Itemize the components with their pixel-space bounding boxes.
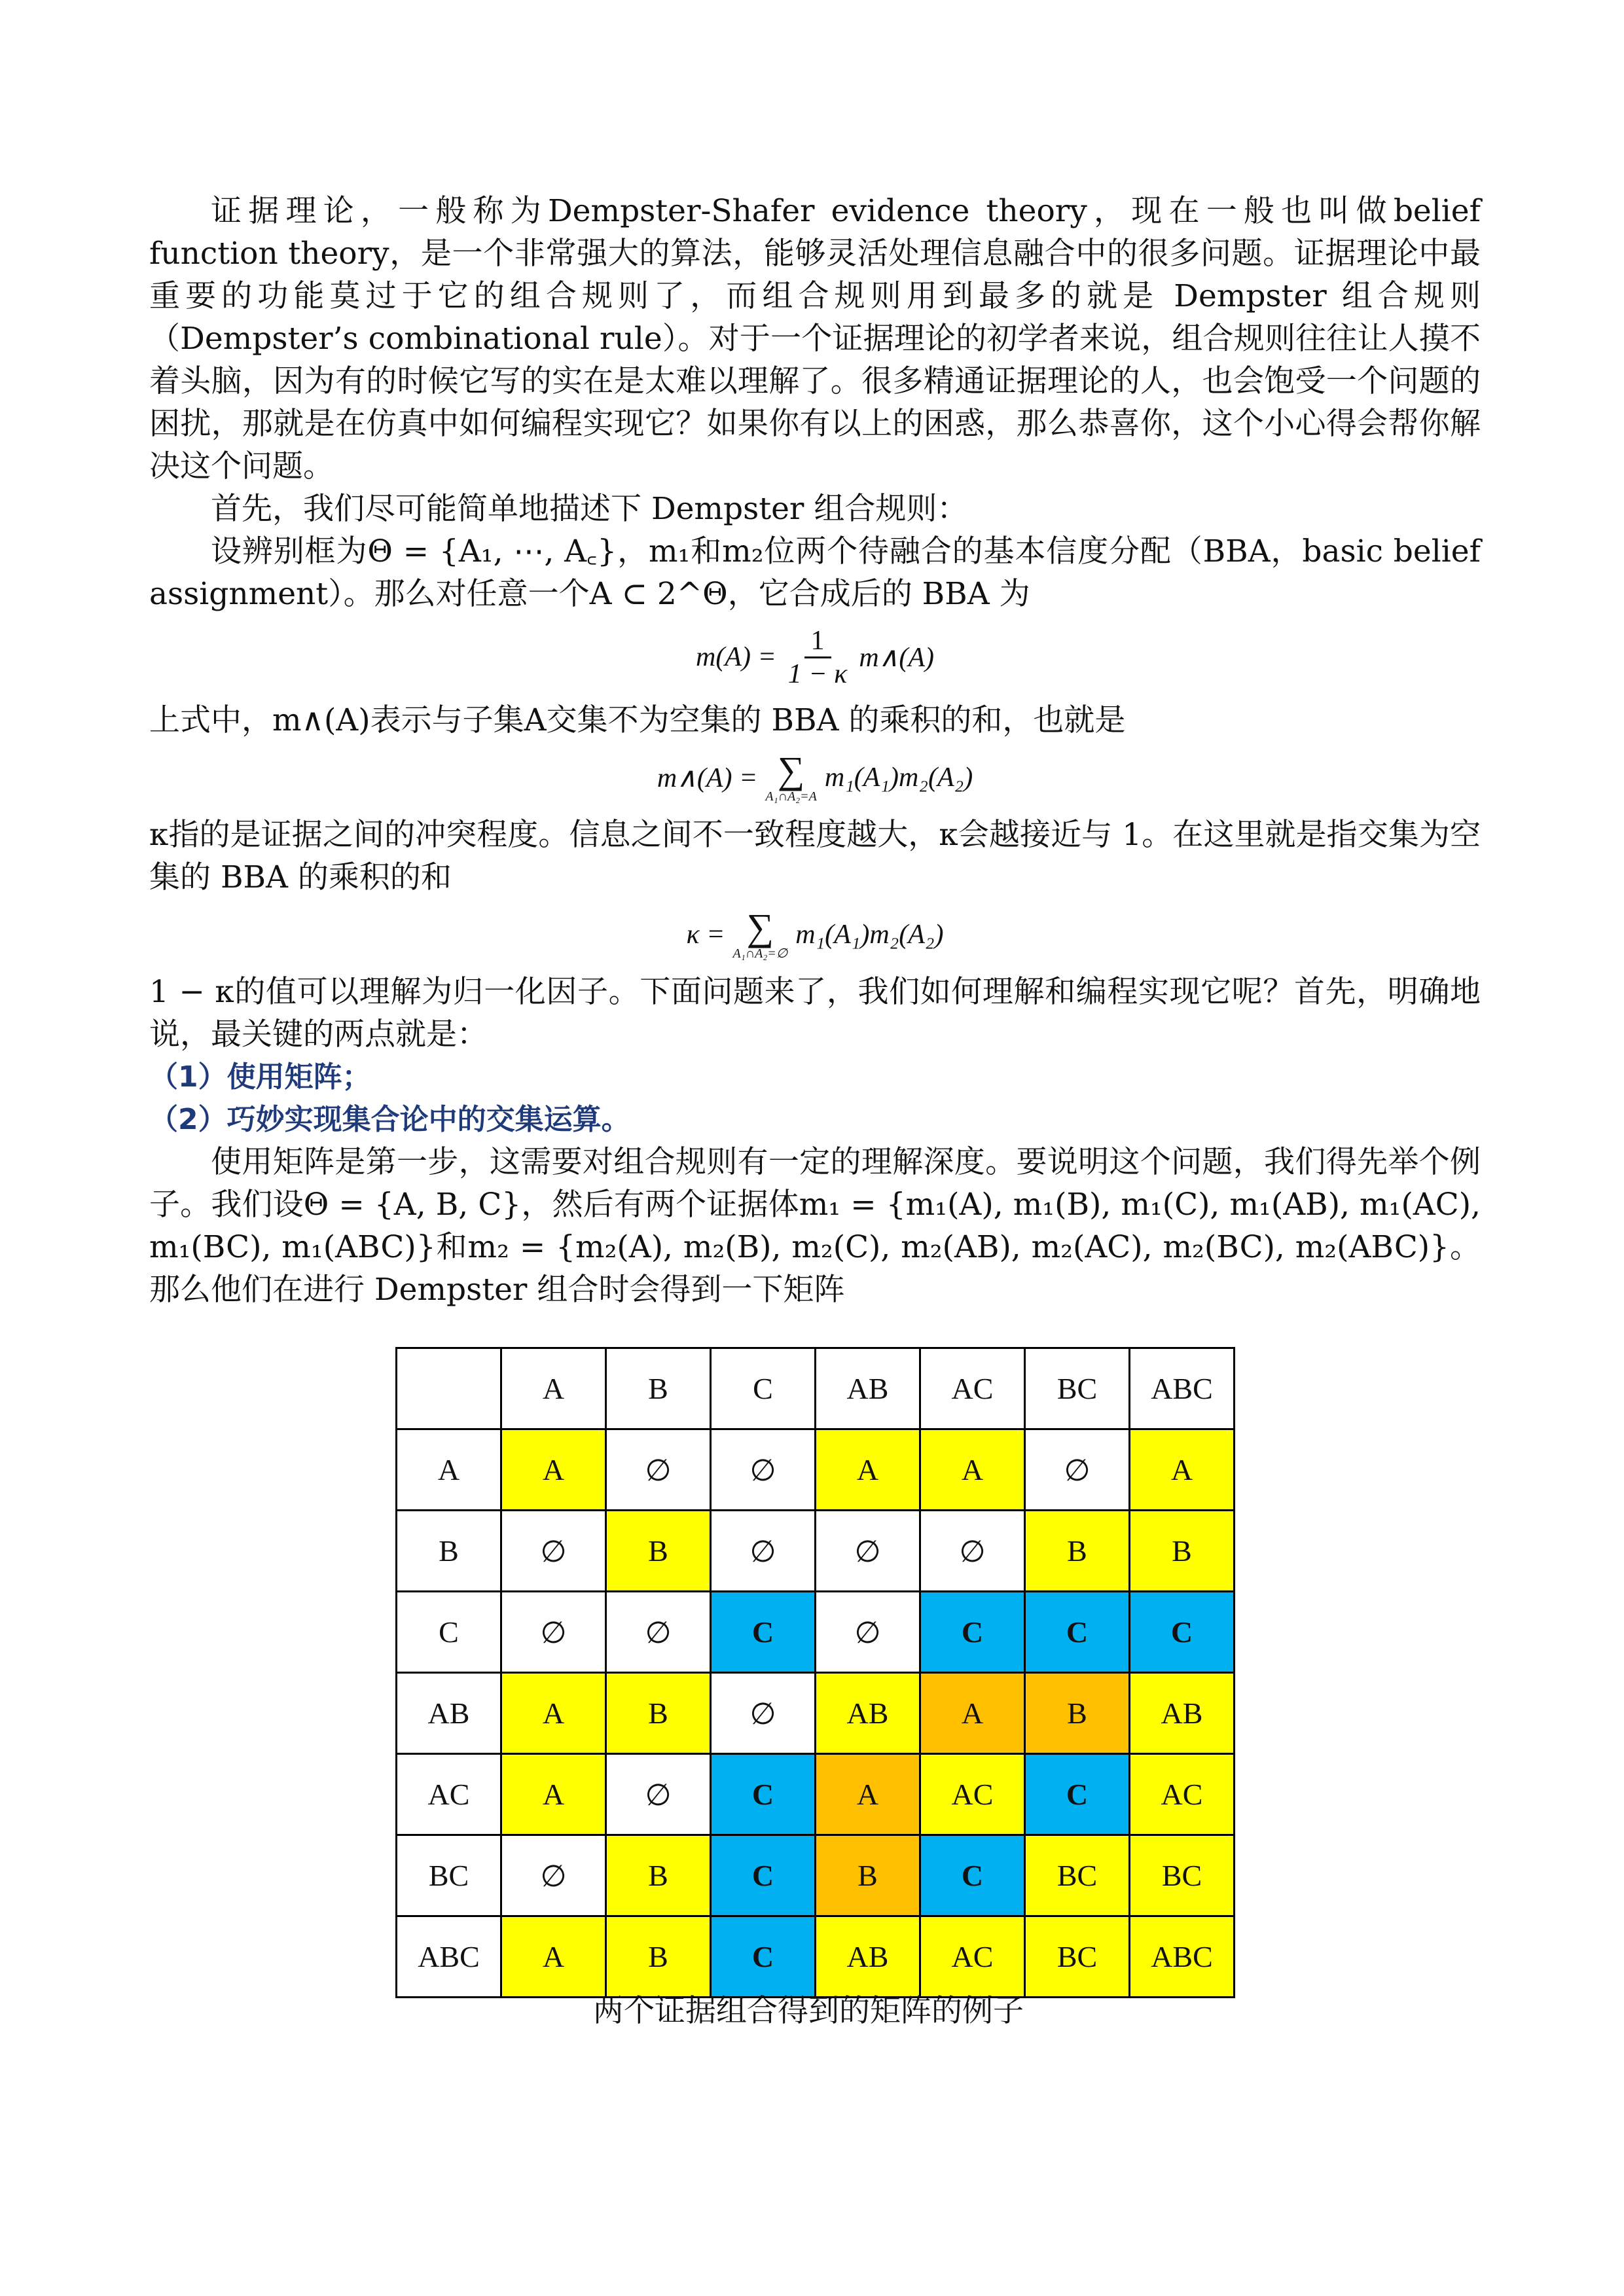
table-header-row [397,1348,1235,1429]
sigma-symbol: ∑ [746,906,774,948]
table-cell: C [711,1754,816,1835]
table-cell: ∅ [501,1511,606,1592]
sum-subscript: A₁∩A₂=A [765,789,817,804]
table-cell: B [606,1835,711,1916]
table-row [397,1835,1235,1916]
table-row [397,1429,1235,1511]
table-cell: A [501,1916,606,1998]
paragraph-intro: 证据理论，一般称为Dempster-Shafer evidence theory，现在一般也叫做belief function theory，是一个非常强大的算法，能够灵活处理信息融合中的很多问题。证据理论中最重要的功能莫过于它的组合规则了，而组合规则用到最多的就是 Dempster 组合规则（Dempster’s combinational rule）。对于一个证据理论的初学者来说，组合规则往往让人摸不着头脑，因为有的时候它写的实在是太难以理解了。很多精通证据理论的人，也会饱受一个问题的困扰，那就是在仿真中如何编程实现它？如果你有以上的困惑，那么恭喜你，这个小心得会帮你解决这个问题。 [149,193,1481,484]
table-cell: A [1130,1429,1235,1511]
table-cell: BC [1025,1916,1130,1998]
column-header: C [711,1348,816,1429]
formula-rhs: m₁(A₁)m₂(A₂) [824,762,973,793]
paragraph-conflict: κ指的是证据之间的冲突程度。信息之间不一致程度越大，κ会越接近与 1。在这里就是指交集为空集的 BBA 的乘积的和 [149,817,1481,895]
table-cell: C [1130,1592,1235,1673]
table-cell: A [920,1673,1025,1754]
formula-conjunctive [149,742,1481,814]
table-cell: B [606,1916,711,1998]
table-cell: ∅ [711,1429,816,1511]
combination-matrix [395,1347,1235,1998]
formula-conflict [149,899,1481,971]
table-row [397,1511,1235,1592]
table-cell: AC [920,1916,1025,1998]
table-cell: A [501,1754,606,1835]
fraction [784,625,852,690]
table-cell: B [816,1835,920,1916]
table-cell: BC [1025,1835,1130,1916]
table-cell: C [711,1592,816,1673]
fraction-numerator: 1 [804,625,831,658]
table-cell: ∅ [920,1511,1025,1592]
row-header: B [397,1511,501,1592]
table-cell: ∅ [606,1592,711,1673]
row-header: BC [397,1835,501,1916]
paragraph-frame: 设辨别框为Θ = {A₁, ⋯, A꜀}，m₁和m₂位两个待融合的基本信度分配（BBA，basic belief assignment）。那么对任意一个A ⊂ 2^Θ，它合成后的 BBA 为 [149,533,1481,612]
row-header: AB [397,1673,501,1754]
body-text [149,190,1481,1311]
table-row [397,1592,1235,1673]
heading-intersection: （2）巧妙实现集合论中的交集运算。 [149,1103,630,1136]
table-row [397,1916,1235,1998]
formula-lhs: m∧(A) = [657,763,758,793]
sum-subscript: A₁∩A₂=∅ [732,946,788,961]
table-cell: ∅ [606,1429,711,1511]
column-header: A [501,1348,606,1429]
table-cell: AB [816,1916,920,1998]
summation [732,908,787,961]
table-cell: AB [816,1673,920,1754]
table-cell: A [816,1754,920,1835]
sigma-symbol: ∑ [777,749,805,791]
summation [765,751,817,804]
column-header: ABC [1130,1348,1235,1429]
table-cell: C [920,1592,1025,1673]
column-header [397,1348,501,1429]
table-cell: BC [1130,1835,1235,1916]
heading-use-matrix: （1）使用矩阵； [149,1060,371,1094]
table-cell: A [501,1429,606,1511]
column-header: AC [920,1348,1025,1429]
column-header: B [606,1348,711,1429]
table-cell: C [711,1916,816,1998]
table-cell: A [501,1673,606,1754]
formula-lhs: κ = [686,920,725,950]
table-cell: C [920,1835,1025,1916]
formula-rhs: m₁(A₁)m₂(A₂) [795,920,944,950]
fraction-denominator: 1 − κ [787,658,848,689]
table-cell: B [606,1673,711,1754]
table-cell: C [711,1835,816,1916]
table-cell: C [1025,1754,1130,1835]
table-cell: ∅ [501,1835,606,1916]
table-cell: ∅ [711,1673,816,1754]
table-cell: ∅ [501,1592,606,1673]
table-row [397,1754,1235,1835]
formula-rhs: m∧(A) [859,643,935,673]
table-cell: ∅ [606,1754,711,1835]
table-cell: B [1025,1673,1130,1754]
row-header: A [397,1429,501,1511]
column-header: BC [1025,1348,1130,1429]
table-cell: C [1025,1592,1130,1673]
formula-combination [149,618,1481,696]
table-cell: A [920,1429,1025,1511]
paragraph-describe: 首先，我们尽可能简单地描述下 Dempster 组合规则： [211,491,968,527]
row-header: ABC [397,1916,501,1998]
table-cell: B [1025,1511,1130,1592]
formula-lhs: m(A) = [695,642,776,672]
table-cell: ∅ [1025,1429,1130,1511]
table-cell: B [606,1511,711,1592]
paragraph-example: 使用矩阵是第一步，这需要对组合规则有一定的理解深度。要说明这个问题，我们得先举个例子。我们设Θ = {A, B, C}，然后有两个证据体m₁ = {m₁(A), m₁(B), m₁(C), m₁(AB), m₁(AC), m₁(BC), m₁(ABC)}和m₂ = {m₂(A), m₂(B), m₂(C), m₂(AB), m₂(AC), m₂(BC), m₂(ABC)}。那么他们在进行 Dempster 组合时会得到一下矩阵 [149,1144,1481,1308]
row-header: AC [397,1754,501,1835]
table-cell: AC [1130,1754,1235,1835]
table-cell: ∅ [711,1511,816,1592]
table-cell: AB [1130,1673,1235,1754]
table-row [397,1673,1235,1754]
table-cell: A [816,1429,920,1511]
table-caption: 两个证据组合得到的矩阵的例子 [593,1993,1024,2029]
paragraph-conjunctive: 上式中，m∧(A)表示与子集A交集不为空集的 BBA 的乘积的和，也就是 [149,702,1126,738]
paragraph-normalization: 1 − κ的值可以理解为归一化因子。下面问题来了，我们如何理解和编程实现它呢？首先，明确地说，最关键的两点就是： [149,974,1481,1052]
table-cell: B [1130,1511,1235,1592]
row-header: C [397,1592,501,1673]
table-cell: ∅ [816,1511,920,1592]
table-cell: ∅ [816,1592,920,1673]
table-cell: ABC [1130,1916,1235,1998]
column-header: AB [816,1348,920,1429]
table-cell: AC [920,1754,1025,1835]
